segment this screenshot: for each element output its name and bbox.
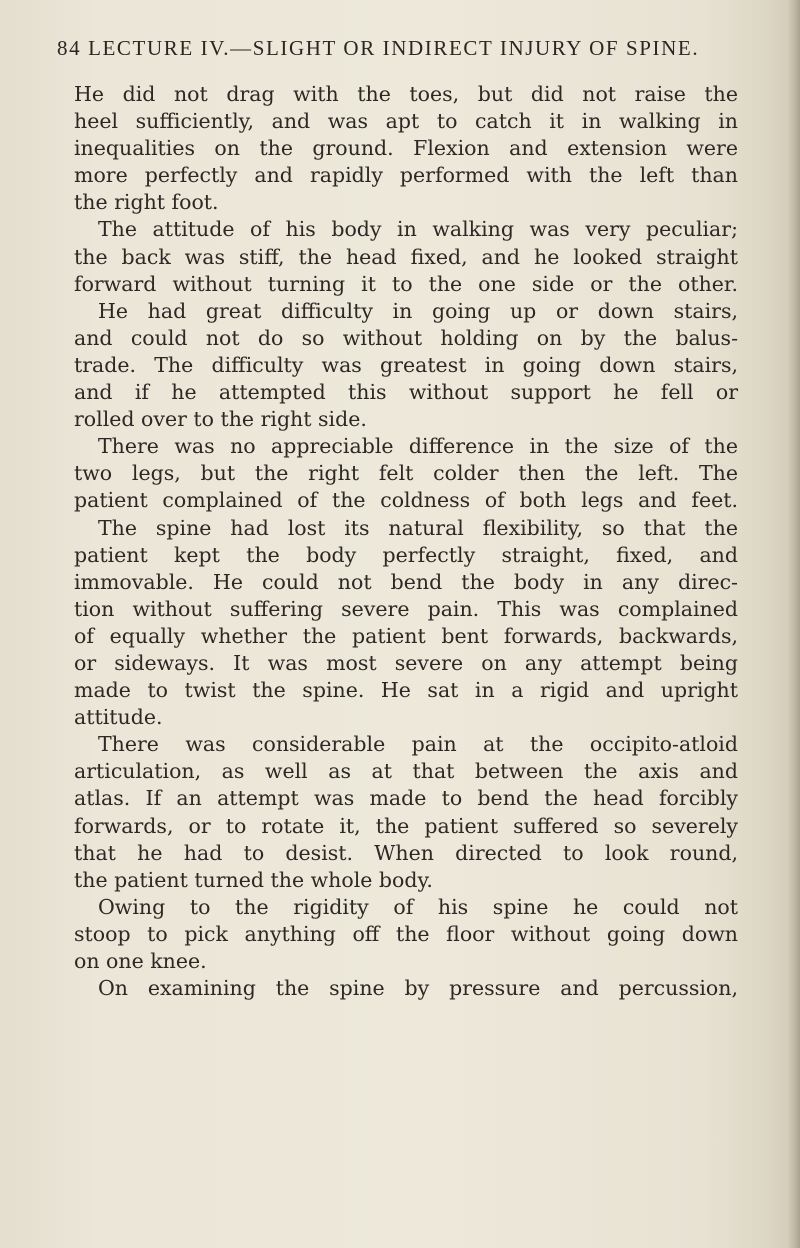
text-line: The spine had lost its natural flexibility, so that the bbox=[98, 515, 738, 540]
text-line: There was no appreciable difference in the size of the bbox=[98, 434, 738, 459]
text-line: The attitude of his body in walking was very peculiar; bbox=[98, 217, 738, 242]
text-line: atlas. If an attempt was made to bend the head forcibly bbox=[74, 786, 738, 811]
text-line: attitude. bbox=[74, 705, 163, 730]
text-line: inequalities on the ground. Flexion and extension were bbox=[74, 136, 738, 161]
text-line: He did not drag with the toes, but did not raise the bbox=[74, 82, 738, 106]
text-line: and if he attempted this without support he fell or bbox=[74, 380, 738, 405]
text-line: made to twist the spine. He sat in a rigid and upright bbox=[74, 678, 738, 703]
text-line: trade. The difficulty was greatest in going down stairs, bbox=[74, 352, 738, 377]
running-title: LECTURE IV.—SLIGHT OR INDIRECT INJURY OF SPINE. bbox=[88, 36, 700, 60]
text-line: forward without turning it to the one side or the other. bbox=[74, 271, 738, 296]
text-line: the back was stiff, the head fixed, and he looked straight bbox=[74, 244, 738, 269]
text-line: immovable. He could not bend the body in any direc- bbox=[74, 569, 738, 594]
text-line: patient complained of the coldness of both legs and feet. bbox=[74, 488, 738, 513]
text-line: stoop to pick anything off the floor without going down bbox=[74, 921, 738, 946]
text-line: He had great difficulty in going up or down stairs, bbox=[98, 298, 738, 323]
text-line: There was considerable pain at the occipito-atloid bbox=[98, 732, 738, 757]
text-line: Owing to the rigidity of his spine he could not bbox=[98, 894, 738, 919]
text-line: patient kept the body perfectly straight, fixed, and bbox=[74, 542, 738, 567]
text-line: heel sufficiently, and was apt to catch it in walking in bbox=[74, 109, 738, 134]
text-line: On examining the spine by pressure and percussion, bbox=[98, 976, 738, 1001]
text-line: that he had to desist. When directed to look round, bbox=[74, 840, 738, 865]
text-line: more perfectly and rapidly performed with the left than bbox=[74, 163, 738, 188]
text-line: tion without suffering severe pain. This was complained bbox=[74, 596, 738, 621]
text-line: articulation, as well as at that between the axis and bbox=[74, 759, 738, 784]
text-line: of equally whether the patient bent forwards, backwards, bbox=[74, 623, 738, 648]
text-line: forwards, or to rotate it, the patient suffered so severely bbox=[74, 813, 738, 838]
text-line: or sideways. It was most severe on any attempt being bbox=[74, 650, 738, 675]
text-line: and could not do so without holding on by the balus- bbox=[74, 325, 738, 350]
text-line: the patient turned the whole body. bbox=[74, 867, 433, 892]
page-number: 84 bbox=[57, 36, 82, 60]
page-edge-shadow bbox=[786, 0, 800, 1248]
text-line: rolled over to the right side. bbox=[74, 407, 367, 432]
running-header bbox=[57, 36, 737, 61]
text-line: the right foot. bbox=[74, 190, 219, 215]
text-line: two legs, but the right felt colder then the left. The bbox=[74, 461, 738, 486]
body-text bbox=[74, 81, 738, 1002]
text-line: on one knee. bbox=[74, 949, 207, 973]
